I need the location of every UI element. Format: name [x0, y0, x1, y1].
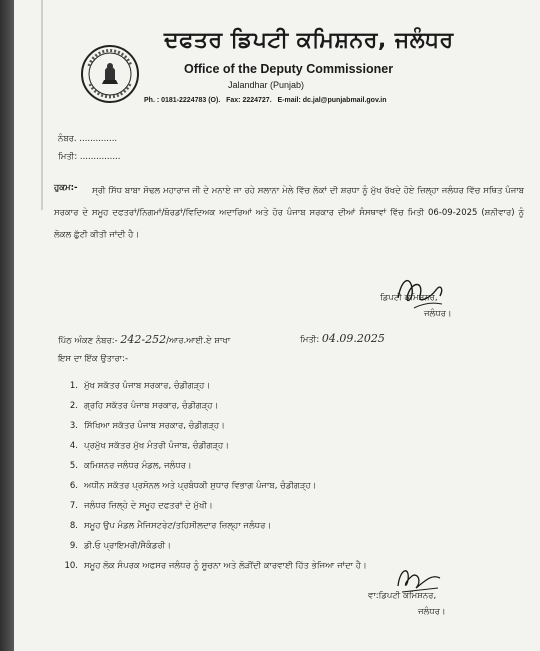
list-item: 10. ਸਮੂਹ ਲੋਕ ਸੰਪਰਕ ਅਫਸਰ ਜਲੰਧਰ ਨੂੰ ਸੂਚਨਾ ਅਤੇ ਲੋੜੀਂਦੀ ਕਾਰਵਾਈ ਹਿੱਤ ਭੇਜਿਆ ਜਾਂਦਾ ਹੈ। [64, 561, 367, 571]
endorsement-sign-title: ਵਾ:ਡਿਪਟੀ ਕਮਿਸ਼ਨਰ, [368, 591, 437, 601]
endorsement-date-line [300, 333, 385, 346]
endorsement-number-label: ਪਿੱਠ ਅੰਕਣ ਨੰਬਰ:- [58, 336, 118, 346]
fax-text: Fax: 2224727. [226, 97, 272, 104]
order-heading: ਹੁਕਮ:- [54, 183, 78, 193]
list-item: 3. ਸਿੱਖਿਆ ਸਕੱਤਰ ਪੰਜਾਬ ਸਰਕਾਰ, ਚੰਡੀਗੜ੍ਹ। [69, 421, 225, 431]
endorsement-number-suffix: /ਆਰ.ਆਈ.ਏ ਸ਼ਾਖਾ [166, 336, 231, 346]
list-item: 6. ਅਧੀਨ ਸਕੱਤਰ ਪ੍ਰਸੋਨਲ ਅਤੇ ਪ੍ਰਬੰਧਕੀ ਸੁਧਾਰ ਵਿਭਾਗ ਪੰਜਾਬ, ਚੰਡੀਗੜ੍ਹ। [69, 481, 317, 491]
phone-text: Ph. : 0181-2224783 (O). [144, 97, 221, 104]
endorsement-date-value: 04.09.2025 [321, 332, 385, 345]
photo-edge-shadow [0, 0, 14, 651]
endorsement-date-label: ਮਿਤੀ: [300, 335, 320, 345]
list-item: 9. ਡੀ.ਓ ਪ੍ਰਾਇਮਰੀ/ਸੈਕੰਡਰੀ। [69, 541, 171, 551]
order-sign-title: ਡਿਪਟੀ ਕਮਿਸ਼ਨਰ, [380, 293, 438, 303]
endorsement-number-value: 242-252 [120, 333, 167, 346]
list-item: 1. ਮੁੱਖ ਸਕੱਤਰ ਪੰਜਾਬ ਸਰਕਾਰ, ਚੰਡੀਗੜ੍ਹ। [69, 381, 211, 391]
office-title-english: Office of the Deputy Commissioner [184, 62, 394, 76]
order-sign-place: ਜਲੰਧਰ। [424, 309, 452, 319]
list-item: 5. ਕਮਿਸ਼ਨਰ ਜਲੰਧਰ ਮੰਡਲ, ਜਲੰਧਰ। [69, 461, 192, 471]
endorsement-sign-place: ਜਲੰਧਰ। [418, 607, 446, 617]
ref-date: ਮਿਤੀ: ............... [58, 152, 121, 162]
copy-to-heading: ਇਸ ਦਾ ਇੱਕ ਉਤਾਰਾ:- [58, 354, 129, 364]
office-title-punjabi: ਦਫਤਰ ਡਿਪਟੀ ਕਮਿਸ਼ਨਰ, ਜਲੰਧਰ [164, 28, 454, 53]
order-body: ਸ੍ਰੀ ਸਿੱਧ ਬਾਬਾ ਸੋਢਲ ਮਹਾਰਾਜ ਜੀ ਦੇ ਮਨਾਏ ਜਾ ਰਹੇ ਸਲਾਨਾ ਮੇਲੇ ਵਿੱਚ ਲੋਕਾਂ ਦੀ ਸ਼ਰਧਾ ਨੂੰ ਮੁੱਖ ਰੱਖਦੇ ਹੋਏ ਜ਼ਿਲ੍ਹਾ ਜਲੰਧਰ ਵਿੱਚ ਸਥਿਤ ਪੰਜਾਬ ਸਰਕਾਰ ਦੇ ਸਮੂਹ ਦਫਤਰਾਂ/ਨਿਗਮਾਂ/ਬੋਰਡਾਂ/ਵਿਦਿਅਕ ਅਦਾਰਿਆਂ ਅਤੇ ਹੋਰ ਪੰਜਾਬ ਸਰਕਾਰ ਦੀਆਂ ਸੰਸਥਾਵਾਂ ਵਿੱਚ ਮਿਤੀ 06-09-2025 (ਸ਼ਨੀਵਾਰ) ਨੂੰ ਲੋਕਲ ਛੁੱਟੀ ਕੀਤੀ ਜਾਂਦੀ ਹੈ। [54, 186, 524, 240]
office-location: Jalandhar (Punjab) [228, 80, 305, 90]
list-item: 8. ਸਮੂਹ ਉਪ ਮੰਡਲ ਮੈਜਿਸਟਰੇਟ/ਤਹਿਸੀਲਦਾਰ ਜ਼ਿਲ੍ਹਾ ਜਲੰਧਰ। [69, 521, 272, 531]
endorsement-number-line [58, 334, 230, 347]
list-item: 2. ਗ੍ਰਹਿ ਸਕੱਤਰ ਪੰਜਾਬ ਸਰਕਾਰ, ਚੰਡੀਗੜ੍ਹ। [69, 401, 219, 411]
recipients-list [62, 376, 367, 576]
list-item: 4. ਪ੍ਰਮੁੱਖ ਸਕੱਤਰ ਮੁੱਖ ਮੰਤਰੀ ਪੰਜਾਬ, ਚੰਡੀਗੜ੍ਹ। [69, 441, 229, 451]
list-item: 7. ਜਲੰਧਰ ਜ਼ਿਲ੍ਹੇ ਦੇ ਸਮੂਹ ਦਫਤਰਾਂ ਦੇ ਮੁੱਖੀ। [69, 501, 213, 511]
document-page [14, 0, 540, 651]
ref-number: ਨੰਬਰ. .............. [58, 134, 118, 144]
email-text: E-mail: dc.jal@punjabmail.gov.in [277, 97, 387, 104]
state-emblem-seal-icon [80, 44, 140, 104]
paper-crease [41, 0, 43, 210]
contact-line [144, 97, 387, 104]
